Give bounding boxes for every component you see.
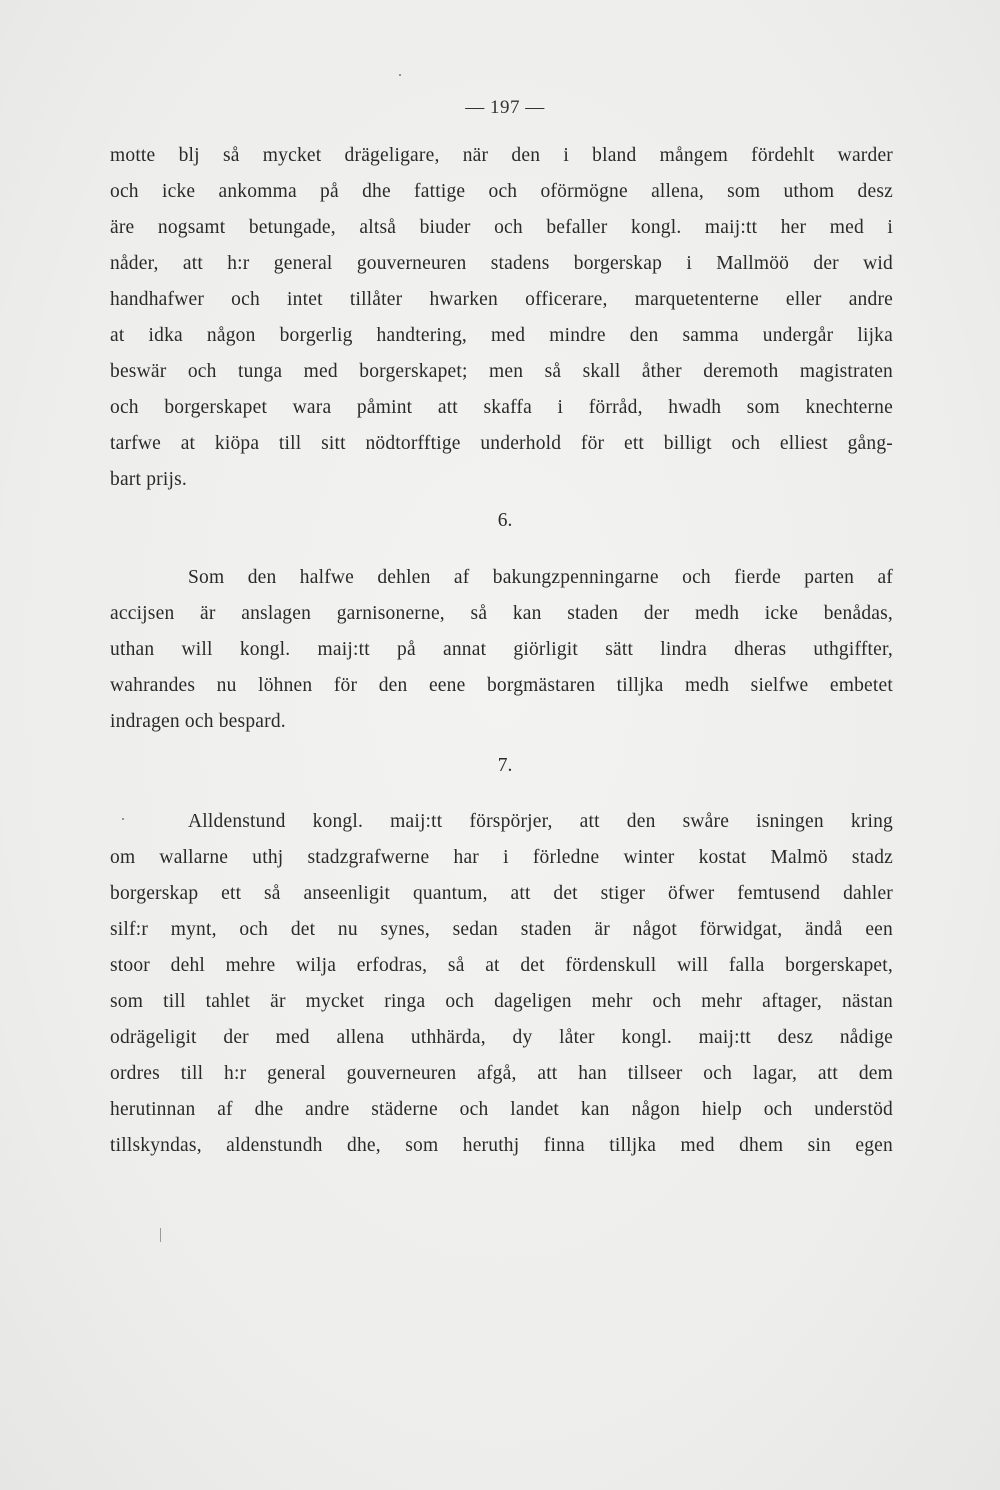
section-number: 7. bbox=[497, 755, 513, 776]
text-line: och borgerskapet wara påmint att skaffa i förråd, hwadh som knechterne bbox=[110, 397, 893, 418]
text-line: nåder, att h:r general gouverneuren stadens borgerskap i Mallmöö der wid bbox=[110, 253, 893, 274]
text-line: stoor dehl mehre wilja erfodras, så at det fördenskull will falla borgerskapet, bbox=[110, 955, 893, 976]
text-line: Alldenstund kongl. maij:tt förspörjer, att den swåre isningen kring bbox=[188, 811, 893, 832]
text-line: indragen och bespard. bbox=[110, 711, 286, 732]
text-line: handhafwer och intet tillåter hwarken officerare, marquetenterne eller andre bbox=[110, 289, 893, 310]
text-line: äre nogsamt betungade, altså biuder och befaller kongl. maij:tt her med i bbox=[110, 217, 893, 238]
text-line: beswär och tunga med borgerskapet; men så skall åther deremoth magistraten bbox=[110, 361, 893, 382]
text-line: odrägeligit der med allena uthhärda, dy låter kongl. maij:tt desz nådige bbox=[110, 1027, 893, 1048]
text-line: borgerskap ett så anseenligit quantum, att det stiger öfwer femtusend dahler bbox=[110, 883, 893, 904]
print-speck bbox=[160, 1228, 161, 1242]
text-line: och icke ankomma på dhe fattige och oförmögne allena, som uthom desz bbox=[110, 181, 893, 202]
text-line: uthan will kongl. maij:tt på annat giörligit sätt lindra dheras uthgiffter, bbox=[110, 639, 893, 660]
text-line: motte blj så mycket drägeligare, när den i bland mångem fördehlt warder bbox=[110, 145, 893, 166]
print-speck bbox=[399, 74, 401, 76]
text-line: wahrandes nu löhnen för den eene borgmästaren tilljka medh sielfwe embetet bbox=[110, 675, 893, 696]
section-number: 6. bbox=[497, 510, 513, 531]
text-line: at idka någon borgerlig handtering, med mindre den samma undergår lijka bbox=[110, 325, 893, 346]
text-line: accijsen är anslagen garnisonerne, så kan staden der medh icke benådas, bbox=[110, 603, 893, 624]
page-number: — 197 — bbox=[465, 97, 545, 118]
text-line: tarfwe at kiöpa till sitt nödtorfftige underhold för ett billigt och elliest gång- bbox=[110, 433, 893, 454]
text-line: Som den halfwe dehlen af bakungzpenningarne och fierde parten af bbox=[188, 567, 893, 588]
text-line: silf:r mynt, och det nu synes, sedan staden är något förwidgat, ändå een bbox=[110, 919, 893, 940]
text-line: som till tahlet är mycket ringa och dageligen mehr och mehr aftager, nästan bbox=[110, 991, 893, 1012]
text-line: om wallarne uthj stadzgrafwerne har i förledne winter kostat Malmö stadz bbox=[110, 847, 893, 868]
text-line: ordres till h:r general gouverneuren afgå, att han tillseer och lagar, att dem bbox=[110, 1063, 893, 1084]
print-speck bbox=[122, 818, 124, 820]
text-line: herutinnan af dhe andre städerne och landet kan någon hielp och understöd bbox=[110, 1099, 893, 1120]
text-line: tillskyndas, aldenstundh dhe, som heruthj finna tilljka med dhem sin egen bbox=[110, 1135, 893, 1156]
text-line: bart prijs. bbox=[110, 469, 187, 490]
